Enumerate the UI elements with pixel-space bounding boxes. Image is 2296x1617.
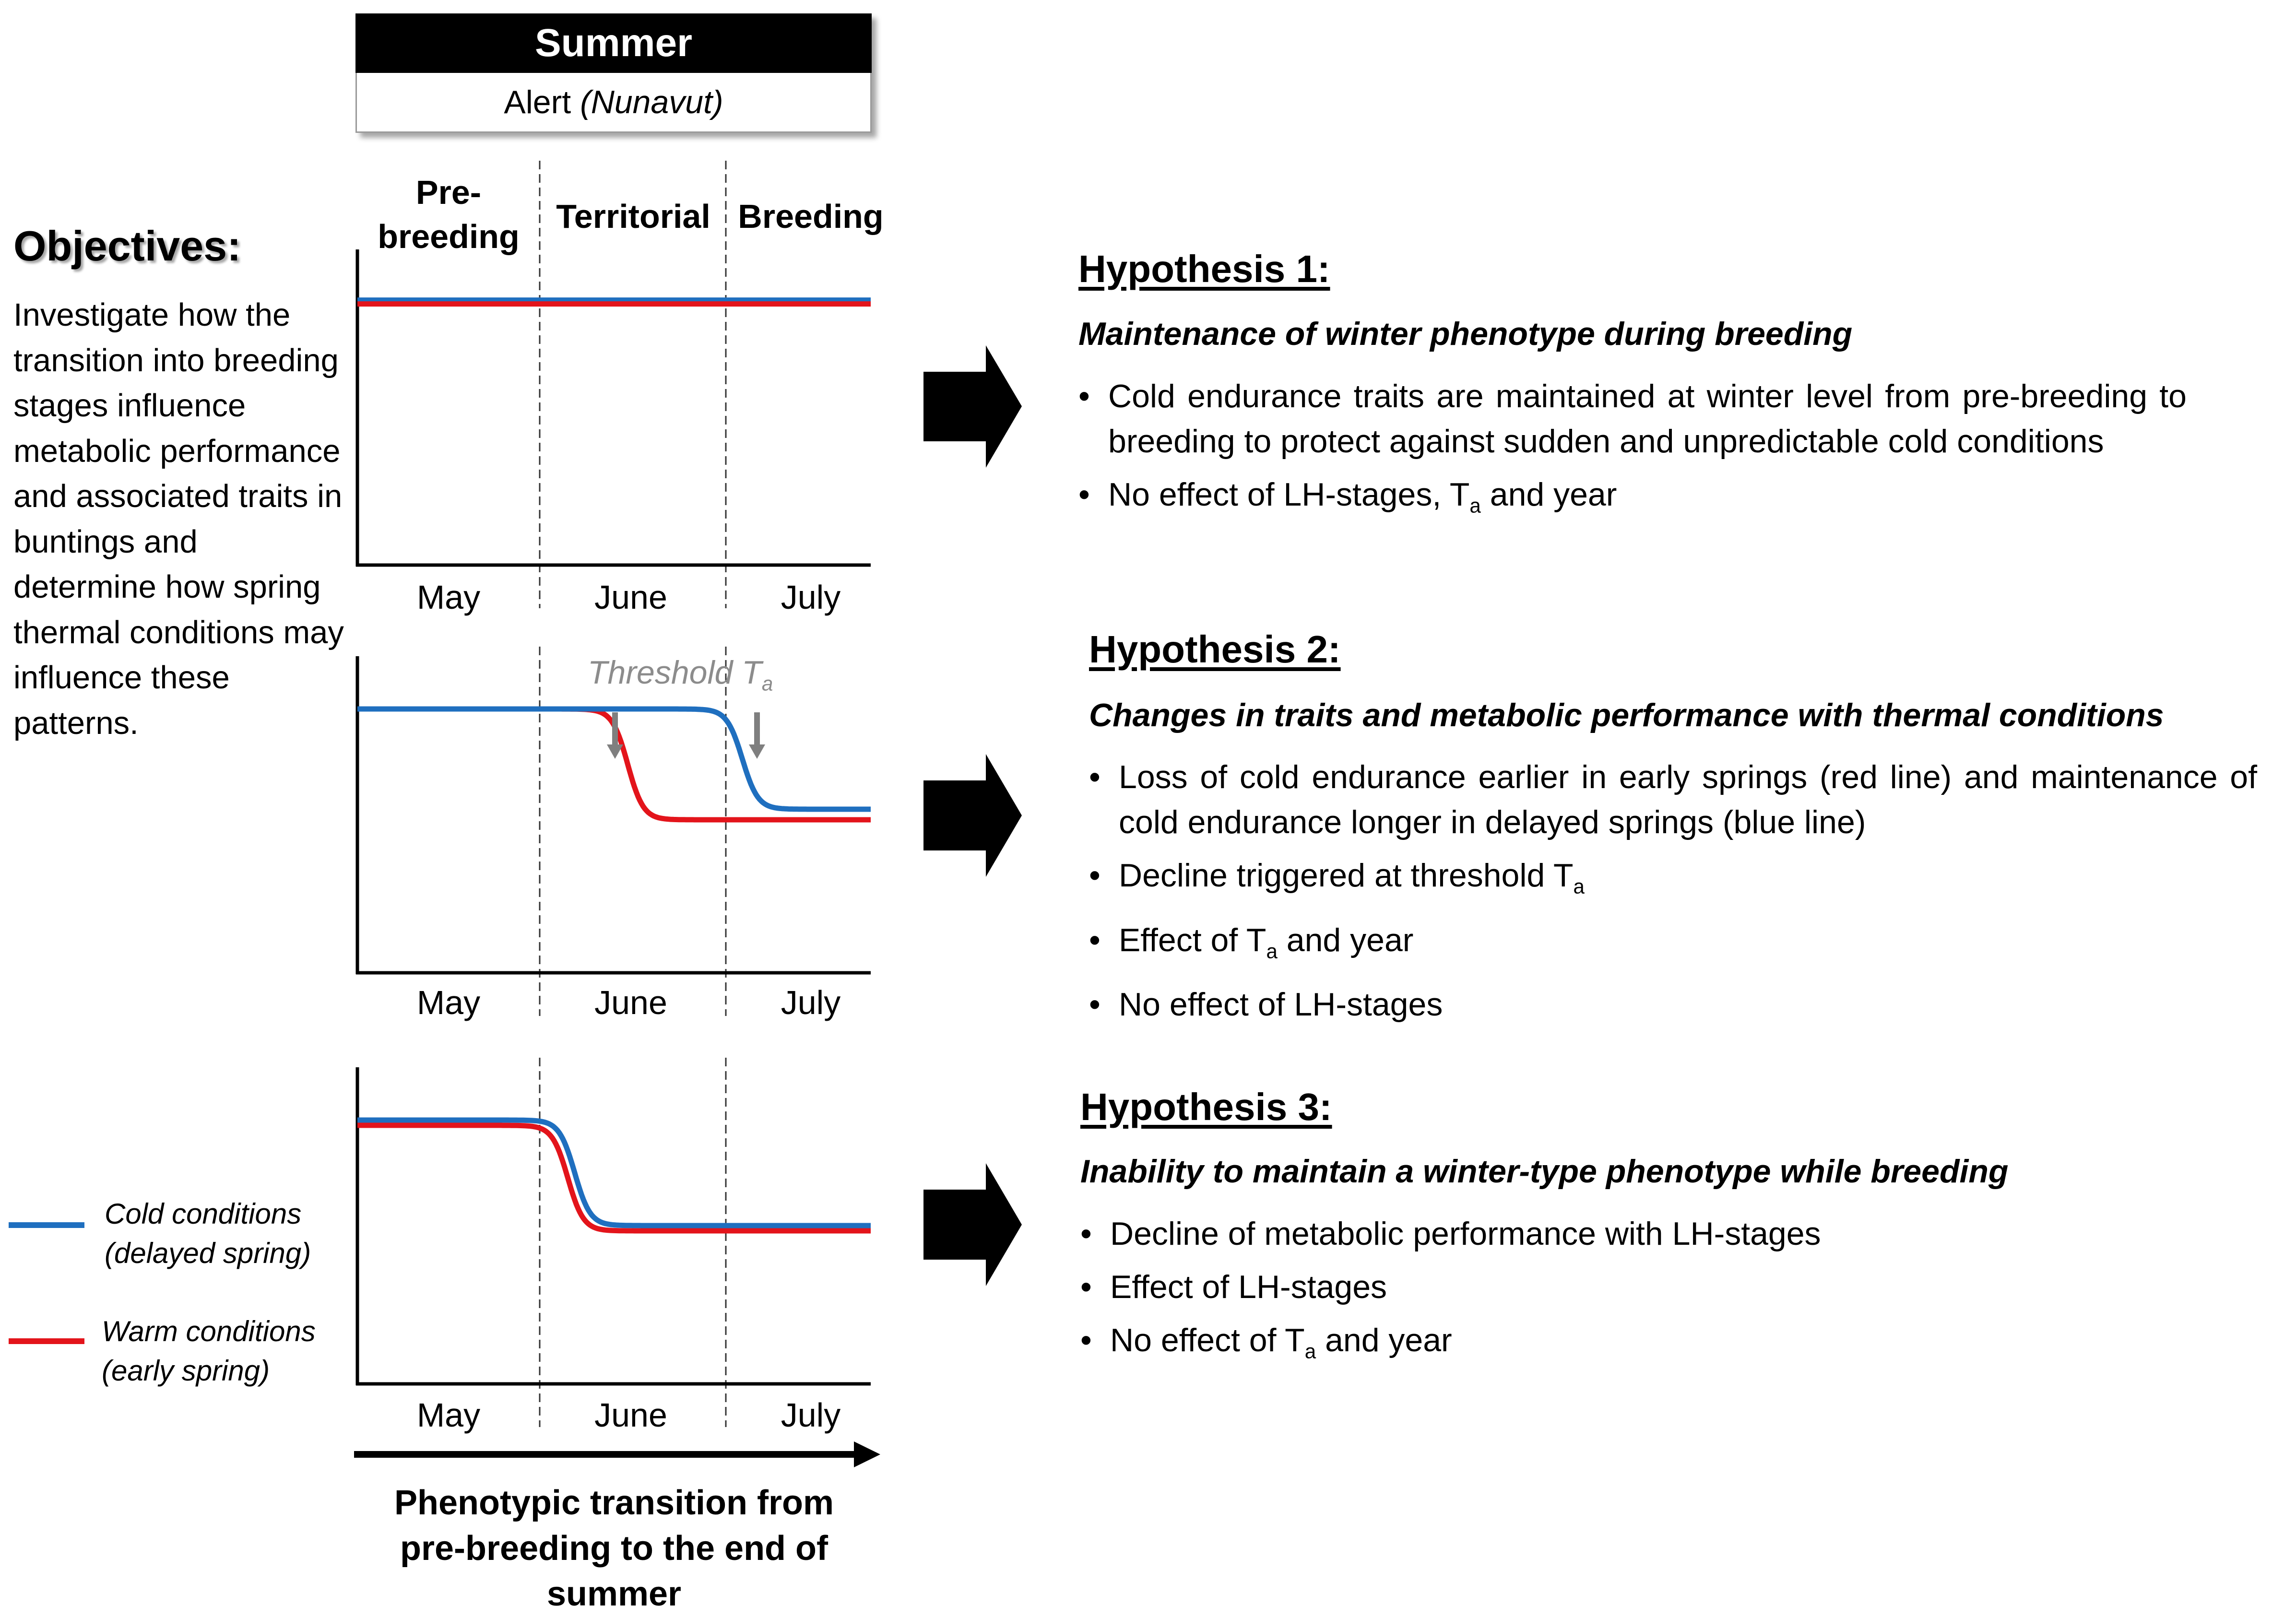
hypothesis-3-bullets (1080, 1211, 2184, 1382)
hypothesis-2-bullet-1: • Loss of cold endurance earlier in early springs (red line) and maintenance of cold endurance longer in delayed springs (blue line) (1089, 755, 2257, 845)
hypothesis-1-bullet-1: • Cold endurance traits are maintained at winter level from pre-breeding to breeding to protect against sudden and unpredictable cold conditions (1078, 374, 2187, 464)
hypothesis-2-bullet-3: • Effect of $T_a$ and year (1089, 918, 2257, 974)
month-july-3: July (781, 1396, 841, 1434)
hypothesis-3-bullet-3: • No effect of $T_a$ and year (1080, 1318, 2184, 1374)
hypothesis-2-bullet-4: • No effect of LH-stages (1089, 982, 2257, 1027)
threshold-label-text: Threshold T (588, 654, 762, 691)
month-july-2: July (781, 984, 841, 1021)
stage-territorial: Territorial (556, 198, 710, 235)
legend-cold-line1: Cold conditions (105, 1198, 302, 1230)
month-may-2: May (416, 984, 481, 1021)
objectives-text: Investigate how the transition into breeding stages influence metabolic performance and associated traits in buntings and determine how spring thermal conditions may influence these patterns. (13, 297, 344, 741)
series-line-3-warm (357, 1125, 871, 1231)
site-region: (Nunavut) (580, 84, 723, 120)
hypothesis-2-title: Hypothesis 2: (1089, 628, 1341, 671)
hypothesis-1-title: Hypothesis 1: (1078, 248, 1330, 290)
block-arrow-3 (923, 1163, 1022, 1286)
threshold-label (588, 654, 773, 696)
transition-label-line2: pre-breeding to the end of (400, 1529, 828, 1568)
month-june-3: June (594, 1396, 667, 1434)
block-arrow-2 (923, 754, 1022, 877)
stage-pre-breeding: Pre-breeding (378, 174, 520, 255)
legend-warm (102, 1312, 316, 1391)
legend-warm-line2: (early spring) (102, 1355, 270, 1387)
hypothesis-1-bullets (1078, 374, 2187, 537)
timeline-arrow-head (854, 1441, 880, 1467)
transition-label-line3: summer (546, 1575, 682, 1613)
month-july-1: July (781, 578, 841, 616)
month-june-1: June (594, 578, 667, 616)
hypothesis-2-bullet-2: • Decline triggered at threshold $T_a$ (1089, 853, 2257, 909)
legend-cold-line2: (delayed spring) (105, 1237, 311, 1269)
stage-breeding: Breeding (738, 198, 884, 235)
objectives-title: Objectives: (13, 222, 241, 270)
transition-label (336, 1480, 892, 1617)
hypothesis-3-title: Hypothesis 3: (1080, 1086, 1332, 1128)
legend-warm-line (9, 1338, 84, 1344)
hypothesis-1-bullet-2: • No effect of LH-stages, $T_a$ and year (1078, 472, 2187, 529)
legend-cold (105, 1194, 311, 1273)
legend-cold-line (9, 1222, 84, 1228)
month-june-2: June (594, 984, 667, 1021)
hypothesis-2-bullets (1089, 755, 2257, 1035)
site-name: Alert (504, 84, 571, 120)
month-may-1: May (416, 578, 481, 616)
series-line-3-cold (357, 1120, 871, 1226)
month-may-3: May (416, 1396, 481, 1434)
legend-warm-line1: Warm conditions (102, 1315, 316, 1347)
hypothesis-1-subtitle: Maintenance of winter phenotype during breeding (1078, 316, 1853, 352)
hypothesis-3-subtitle: Inability to maintain a winter-type phenotype while breeding (1080, 1153, 2009, 1190)
block-arrow-1 (923, 345, 1022, 468)
hypothesis-3-bullet-1: • Decline of metabolic performance with LH-stages (1080, 1211, 2184, 1256)
season-title: Summer (355, 13, 872, 73)
hypothesis-2-subtitle: Changes in traits and metabolic performance with thermal conditions (1089, 697, 2164, 733)
threshold-label-sub: a (761, 672, 773, 695)
hypothesis-3-bullet-2: • Effect of LH-stages (1080, 1264, 2184, 1310)
transition-label-line1: Phenotypic transition from (394, 1484, 834, 1522)
